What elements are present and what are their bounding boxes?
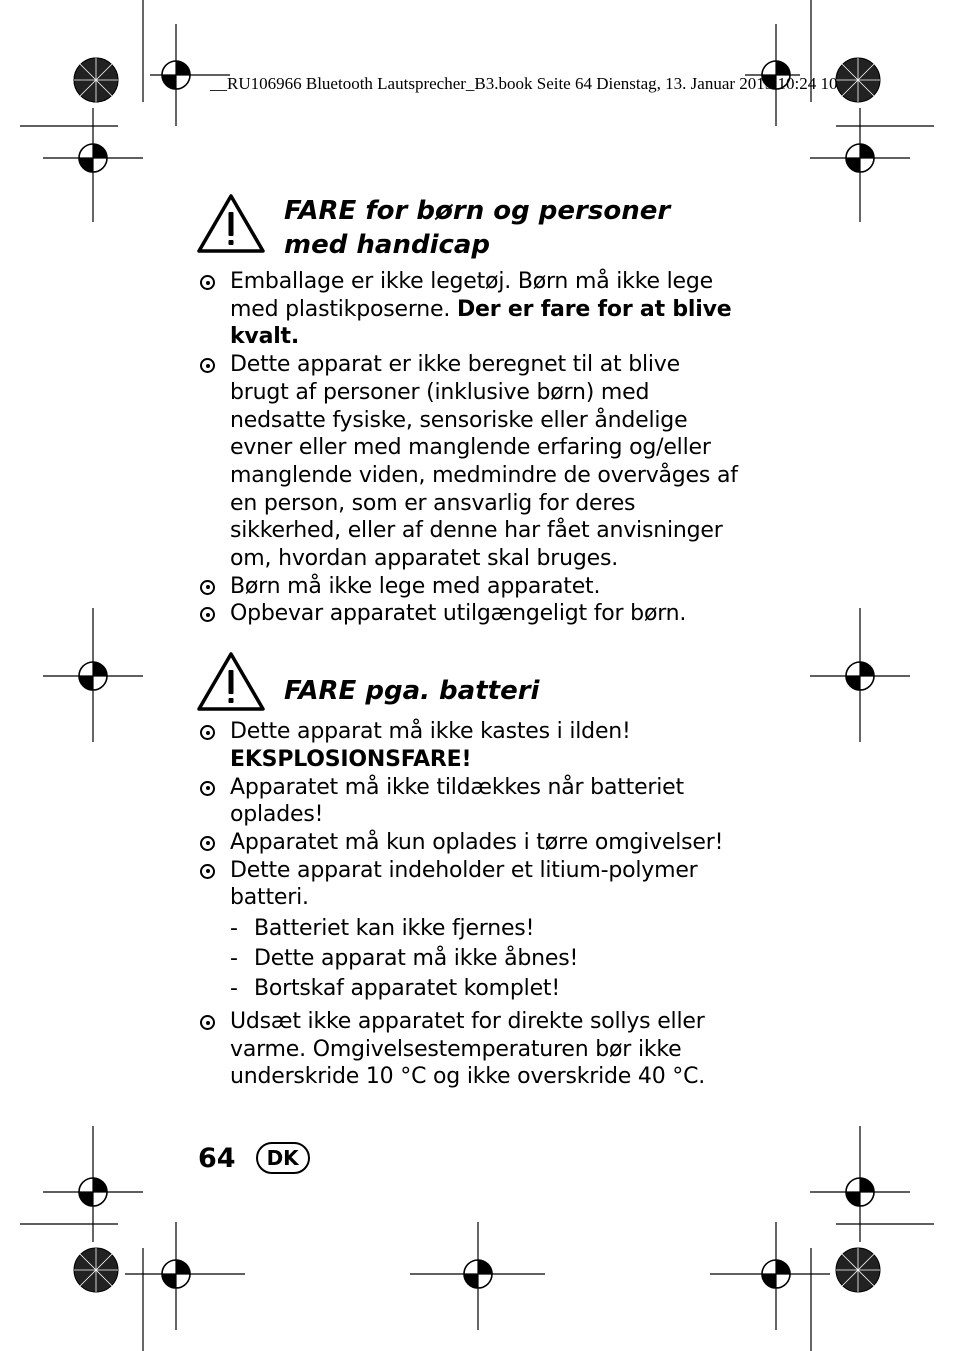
sub-list-item (230, 914, 741, 944)
sub-item-text: Batteriet kan ikke fjernes! (254, 916, 535, 942)
dash-marker: - (230, 916, 238, 942)
bullet-icon (200, 725, 215, 740)
sub-list-item (230, 944, 741, 974)
bullet-icon (200, 275, 215, 290)
bullet-icon (200, 1015, 215, 1030)
item-text: Apparatet må kun oplades i tørre omgivelser! (230, 829, 724, 855)
sub-item-text: Dette apparat må ikke åbnes! (254, 946, 579, 972)
list-item (196, 268, 741, 351)
list-item (196, 829, 741, 857)
item-text: Dette apparat indeholder et litium-polymer batteri. (230, 857, 698, 911)
item-text: Emballage er ikke legetøj. Børn må ikke lege med plastikposerne. (230, 269, 713, 322)
warning-heading-battery (196, 650, 741, 712)
item-bold-text: EKSPLOSIONSFARE! (230, 746, 472, 772)
bullet-icon (200, 358, 215, 373)
item-text: Opbevar apparatet utilgængeligt for børn. (230, 601, 687, 627)
section-title: FARE for børn og personer med handicap (284, 196, 671, 260)
battery-warning-list (196, 718, 741, 1091)
item-text: Apparatet må ikke tildækkes når batteriet oplades! (230, 774, 684, 828)
bullet-icon (200, 864, 215, 879)
list-item (196, 1008, 741, 1091)
warning-heading-children (196, 192, 741, 262)
bullet-icon (200, 836, 215, 851)
sub-item-text: Bortskaf apparatet komplet! (254, 976, 560, 1002)
country-code-badge: DK (256, 1142, 310, 1174)
file-info-header: __RU106966 Bluetooth Lautsprecher_B3.book Seite 64 Dienstag, 13. Januar 2015 10:24 10 (210, 74, 838, 93)
warning-triangle-icon (196, 650, 266, 712)
safety-content (196, 192, 741, 1091)
list-item (196, 718, 741, 773)
page-footer (198, 1142, 310, 1174)
item-text: Børn må ikke lege med apparatet. (230, 573, 601, 599)
list-item (196, 351, 741, 573)
children-warning-list (196, 268, 741, 628)
list-item (196, 573, 741, 601)
warning-triangle-icon (196, 192, 266, 254)
item-text: Dette apparat er ikke beregnet til at blive brugt af personer (inklusive børn) med nedsatte fysiske, sensoriske eller åndelige evner eller med manglende erfaring og/eller manglende viden, medmindre de overvåges af en person, som er ansvarlig for deres sikkerhed, eller af denne har fået anvisninger om, hvordan apparatet skal bruges. (230, 352, 738, 572)
item-bold-text: Der er fare for at blive kvalt. (230, 296, 732, 350)
section-title: FARE pga. batteri (284, 676, 540, 707)
dash-marker: - (230, 946, 238, 972)
item-text: Dette apparat må ikke kastes i ilden! (230, 719, 631, 745)
bullet-icon (200, 781, 215, 796)
list-item (196, 600, 741, 628)
list-item (196, 774, 741, 829)
sub-list-item (230, 974, 741, 1004)
bullet-icon (200, 607, 215, 622)
bullet-icon (200, 580, 215, 595)
list-item (196, 857, 741, 1004)
battery-sub-list (230, 914, 741, 1004)
page-number: 64 (198, 1142, 236, 1174)
dash-marker: - (230, 976, 238, 1002)
item-text: Udsæt ikke apparatet for direkte sollys eller varme. Omgivelsestemperaturen bør ikke underskride 10 °C og ikke overskride 40 °C. (230, 1009, 706, 1090)
